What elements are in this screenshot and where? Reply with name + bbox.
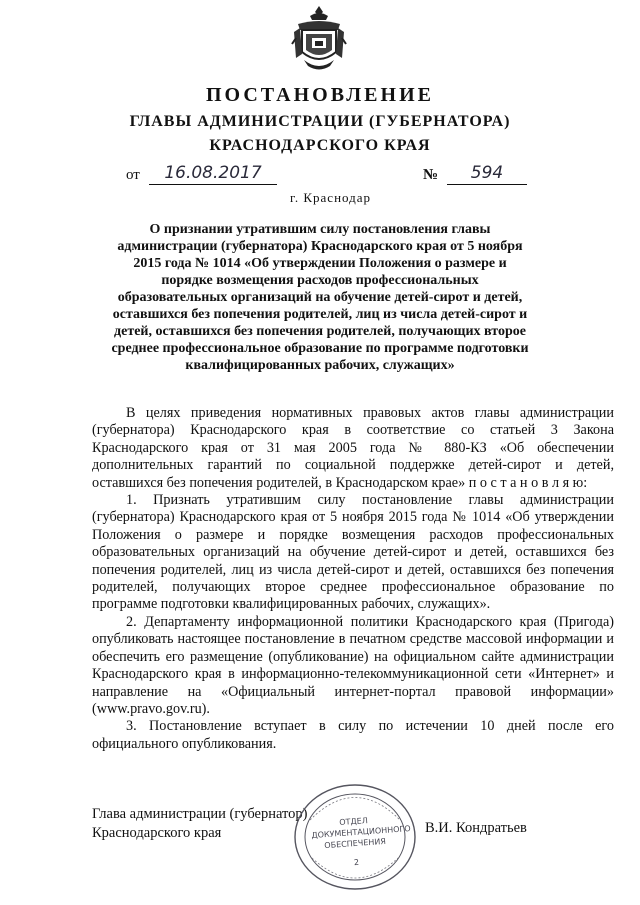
date-number-row bbox=[0, 165, 640, 191]
stamp-line-1: ОТДЕЛ bbox=[339, 816, 369, 828]
issuer-line-2: КРАСНОДАРСКОГО КРАЯ bbox=[209, 137, 431, 154]
signatory-name: В.И. Кондратьев bbox=[425, 820, 527, 836]
city-label: г. Краснодар bbox=[290, 190, 372, 205]
issuer-line-1: ГЛАВЫ АДМИНИСТРАЦИИ (ГУБЕРНАТОРА) bbox=[129, 113, 511, 130]
signatory-position-line-1: Глава администрации (губернатор) bbox=[92, 806, 308, 822]
number-underline bbox=[447, 184, 527, 185]
date-underline bbox=[149, 184, 277, 185]
body-item-1: 1. Признать утратившим силу постановление главы администрации (губернатора) Краснодарского края от 5 ноября 2015 года № 1014 «Об утверждении Положения о размере и порядке возмещения расходов профессиональных образовательных организаций на обучение детей-сирот и детей, оставшихся без попечения родителей, лиц из числа детей-сирот и детей, оставшихся без попечения родителей, получающих второе среднее профессиональное образование по программе подготовки квалифицированных рабочих, служащих». bbox=[92, 492, 614, 613]
stamp-number: 2 bbox=[353, 857, 360, 868]
document-subject: О признании утратившим силу постановления главы администрации (губернатора) Краснодарского края от 5 ноября 2015 года № 1014 «Об утверждении Положения о размере и порядке возмещения расходов профессиональных образовательных организаций на обучение детей-сирот и детей, оставшихся без попечения родителей, лиц из числа детей-сирот и детей, оставшихся без попечения родителей, получающих второе среднее профессиональное образование по программе подготовки квалифицированных рабочих, служащих» bbox=[111, 222, 529, 373]
document-body bbox=[92, 405, 614, 753]
signatory-position bbox=[92, 805, 308, 843]
number-value: 594 bbox=[470, 163, 504, 183]
number-label: № bbox=[423, 167, 439, 183]
stamp-text bbox=[310, 813, 411, 871]
document-title: ПОСТАНОВЛЕНИЕ bbox=[206, 84, 434, 106]
date-value: 16.08.2017 bbox=[164, 163, 262, 183]
body-item-3: 3. Постановление вступает в силу по истечении 10 дней после его официального опубликования. bbox=[92, 718, 614, 752]
date-label: от bbox=[126, 167, 140, 183]
stamp-line-3: ОБЕСПЕЧЕНИЯ bbox=[324, 836, 387, 851]
body-item-2: 2. Департаменту информационной политики Краснодарского края (Пригода) опубликовать настоящее постановление в печатном средстве массовой информации и обеспечить его размещение (опубликование) на официальном сайте администрации Краснодарского края в информационно-телекоммуникационной сети «Интернет» и направление на «Официальный интернет-портал правовой информации» (www.pravo.gov.ru). bbox=[92, 613, 614, 717]
signatory-position-line-2: Краснодарского края bbox=[92, 825, 222, 841]
stamp-line-2: ДОКУМЕНТАЦИОННОГО bbox=[311, 824, 411, 841]
body-intro: В целях приведения нормативных правовых актов главы администрации (губернатора) Краснодарского края в соответствие со статьей 3 Закона Краснодарского края от 31 мая 2005 года № 880-КЗ «Об обеспечении дополнительных гарантий по социальной поддержке детей-сирот и детей, оставшихся без попечения родителей, в Краснодарском крае» п о с т а н о в л я ю: bbox=[92, 405, 614, 491]
coat-of-arms-icon bbox=[290, 4, 348, 74]
